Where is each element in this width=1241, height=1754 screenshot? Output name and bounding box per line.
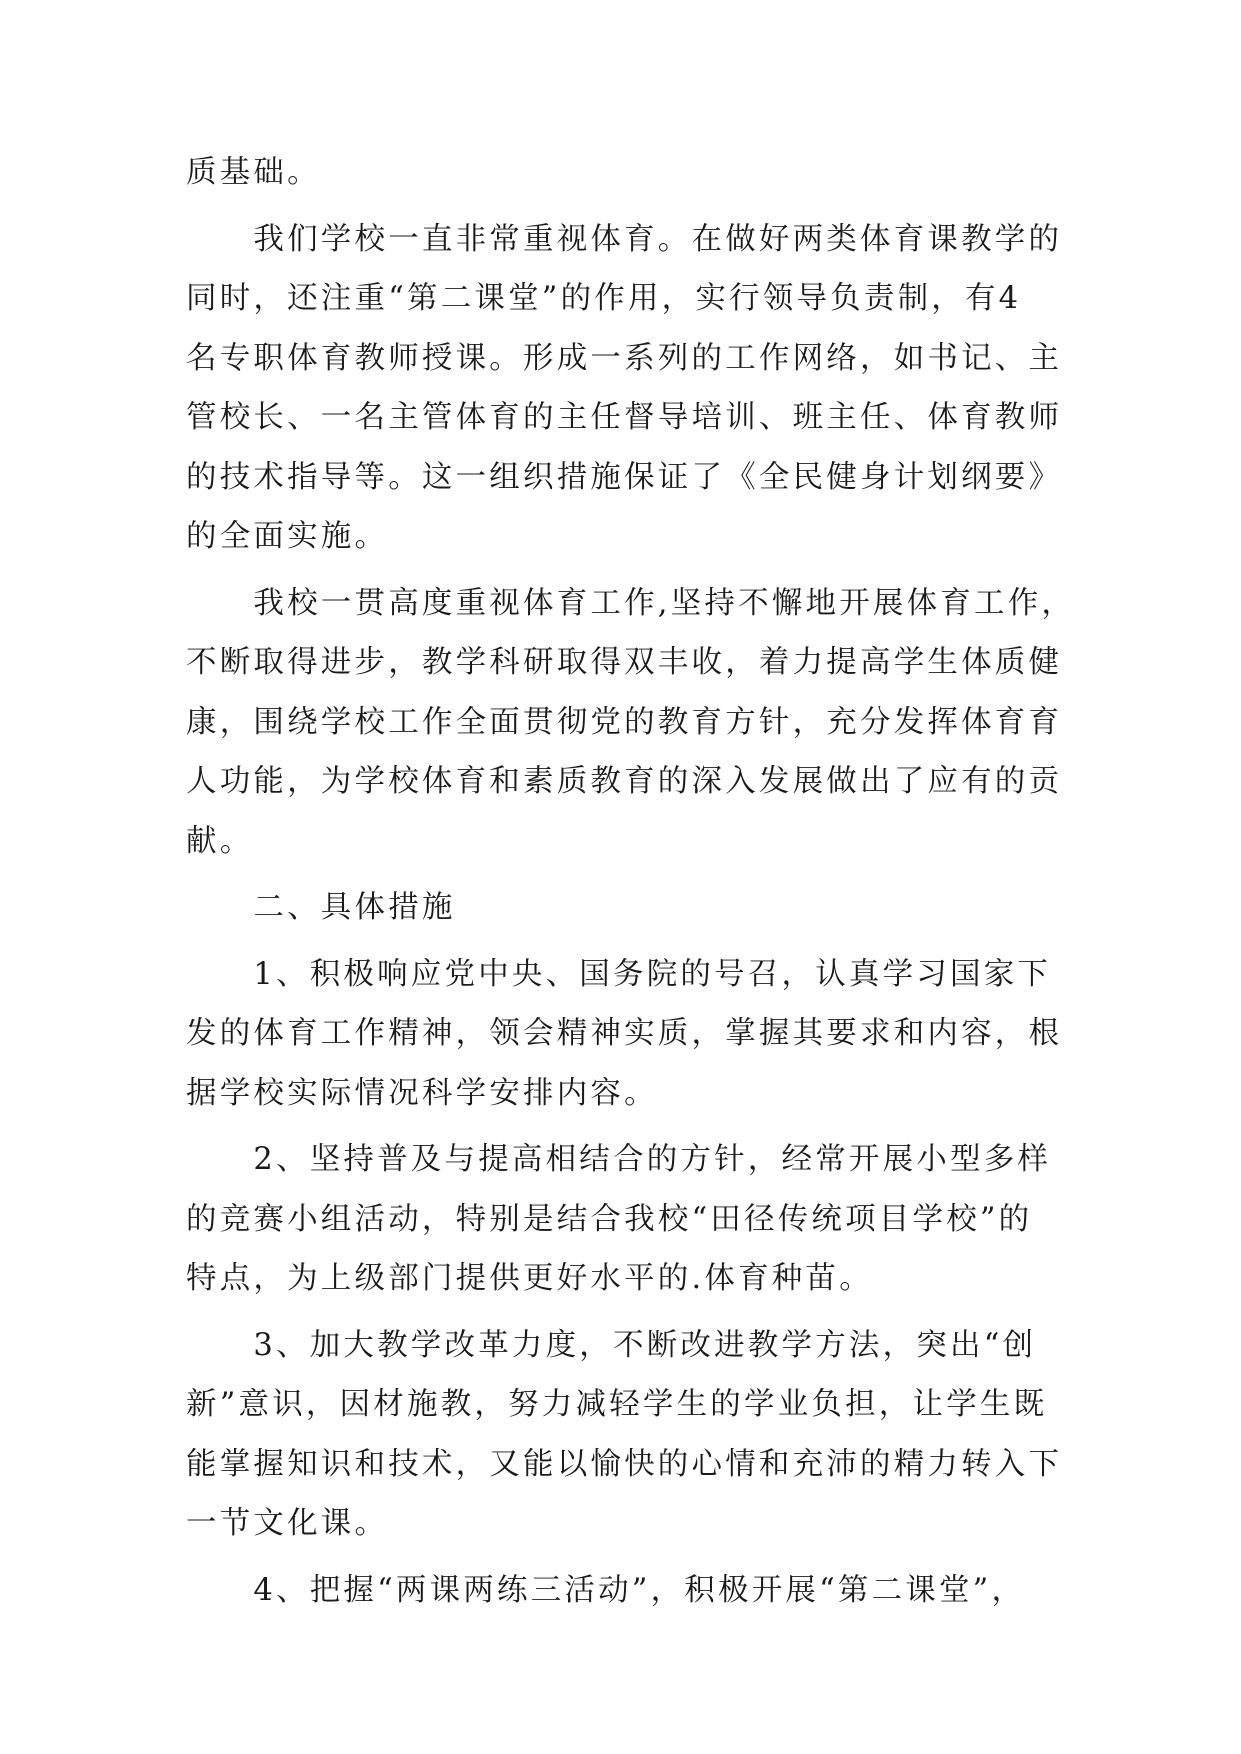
paragraph-line: 质基础。 xyxy=(186,155,321,190)
paragraph-first-line: 二、具体措施 xyxy=(186,890,456,925)
paragraph-line: 人功能，为学校体育和素质教育的深入发展做出了应有的贡 xyxy=(186,764,1063,799)
paragraph-first-line: 我们学校一直非常重视体育。在做好两类体育课教学的 xyxy=(186,221,1063,257)
paragraph-first-line: 我校一贯高度重视体育工作,坚持不懈地开展体育工作， xyxy=(186,585,1076,621)
paragraph-line: 新”意识，因材施教，努力减轻学生的学业负担，让学生既 xyxy=(186,1387,1048,1422)
paragraph-line: 据学校实际情况科学安排内容。 xyxy=(186,1075,658,1111)
paragraph-first-line: 1、积极响应党中央、国务院的号召，认真学习国家下 xyxy=(186,956,1052,992)
paragraph-line: 同时，还注重“第二课堂”的作用，实行领导负责制，有4 xyxy=(186,281,1022,316)
paragraph-line: 能掌握知识和技术，又能以愉快的心情和充沛的精力转入下 xyxy=(186,1446,1063,1482)
paragraph-line: 一节文化课。 xyxy=(186,1506,389,1541)
paragraph-line: 的全面实施。 xyxy=(186,519,389,554)
paragraph-first-line: 2、坚持普及与提高相结合的方针，经常开展小型多样 xyxy=(186,1142,1052,1177)
paragraph-line: 康，围绕学校工作全面贯彻党的教育方针，充分发挥体育育 xyxy=(186,704,1063,740)
paragraph-first-line: 3、加大教学改革力度，不断改进教学方法，突出“创 xyxy=(186,1327,1037,1363)
paragraph-line: 管校长、一名主管体育的主任督导培训、班主任、体育教师 xyxy=(186,400,1063,435)
paragraph-line: 的技术指导等。这一组织措施保证了《全民健身计划纲要》 xyxy=(186,459,1063,495)
paragraph-line: 特点，为上级部门提供更好水平的.体育种苗。 xyxy=(186,1261,873,1296)
paragraph-line: 的竞赛小组活动，特别是结合我校“田径传统项目学校”的 xyxy=(186,1201,1033,1237)
paragraph-line: 不断取得进步，教学科研取得双丰收，着力提高学生体质健 xyxy=(186,645,1063,680)
paragraph-line: 献。 xyxy=(186,823,254,859)
document-body xyxy=(186,143,1076,1620)
paragraph-line: 名专职体育教师授课。形成一系列的工作网络，如书记、主 xyxy=(186,340,1063,376)
paragraph-first-line: 4、把握“两课两练三活动”，积极开展“第二课堂”， xyxy=(186,1572,1026,1608)
paragraph-line: 发的体育工作精神，领会精神实质，掌握其要求和内容，根 xyxy=(186,1016,1063,1051)
